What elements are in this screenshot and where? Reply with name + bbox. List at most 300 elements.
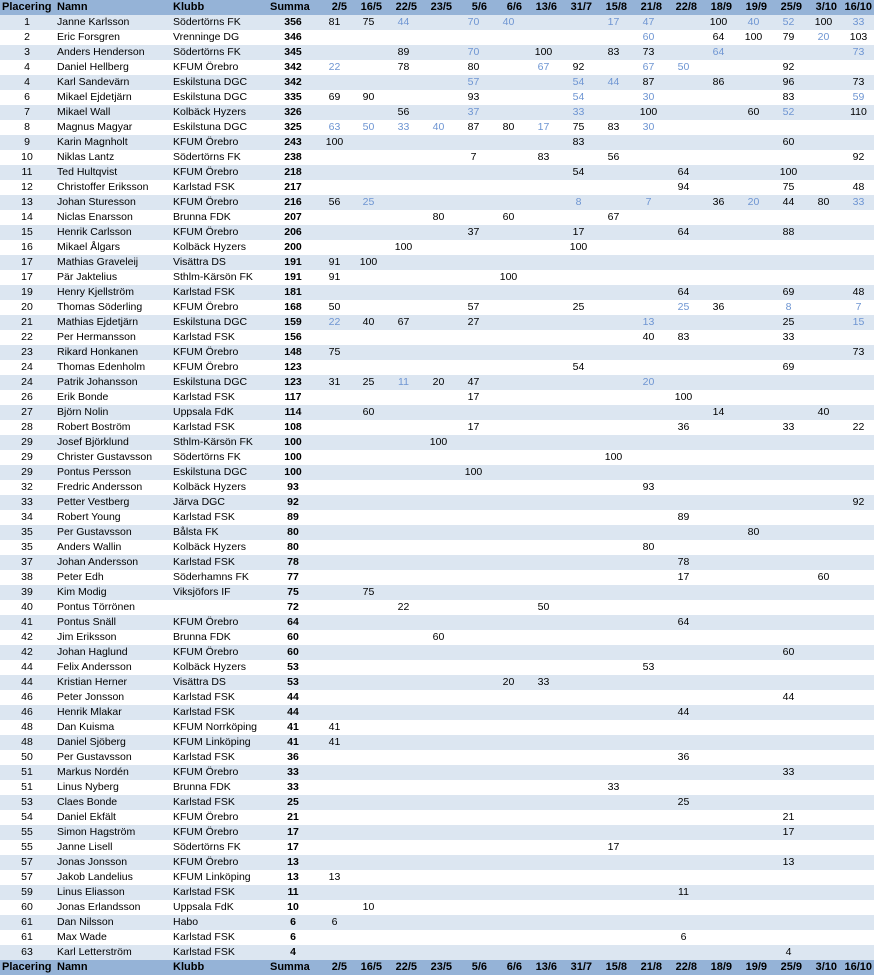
round-score-cell <box>456 570 491 585</box>
table-row[interactable] <box>0 705 874 720</box>
round-score-cell <box>701 675 736 690</box>
round-score-cell <box>701 885 736 900</box>
round-score-cell <box>351 945 386 960</box>
header-klubb[interactable]: Klubb <box>170 0 268 15</box>
round-score-cell <box>736 225 771 240</box>
table-row[interactable] <box>0 165 874 180</box>
placement-cell: 19 <box>0 285 54 300</box>
round-score-cell <box>666 495 701 510</box>
round-score-cell <box>421 825 456 840</box>
round-score-cell <box>701 915 736 930</box>
club-cell: KFUM Örebro <box>170 60 268 75</box>
round-score-cell <box>771 795 806 810</box>
round-score-cell <box>491 930 526 945</box>
header-date[interactable]: 21/8 <box>631 0 666 15</box>
round-score-cell <box>736 120 771 135</box>
header-summa[interactable]: Summa <box>268 0 318 15</box>
round-score-cell <box>771 150 806 165</box>
total-score-cell: 41 <box>268 735 318 750</box>
table-row[interactable] <box>0 285 874 300</box>
table-row[interactable] <box>0 180 874 195</box>
table-row[interactable] <box>0 270 874 285</box>
table-row[interactable] <box>0 780 874 795</box>
total-score-cell: 191 <box>268 255 318 270</box>
table-row[interactable] <box>0 240 874 255</box>
player-name-cell: Pontus Törrönen <box>54 600 170 615</box>
table-row[interactable] <box>0 435 874 450</box>
round-score-cell <box>491 45 526 60</box>
round-score-cell <box>526 75 561 90</box>
table-row[interactable] <box>0 585 874 600</box>
round-score-cell <box>561 390 596 405</box>
round-score-cell <box>596 705 631 720</box>
round-score-cell <box>386 225 421 240</box>
round-score-cell <box>841 810 874 825</box>
club-cell: Järva DGC <box>170 495 268 510</box>
round-score-cell <box>456 825 491 840</box>
table-row[interactable] <box>0 60 874 75</box>
round-score-cell <box>631 690 666 705</box>
round-score-cell: 33 <box>526 675 561 690</box>
table-row[interactable] <box>0 810 874 825</box>
round-score-cell: 17 <box>526 120 561 135</box>
header-date[interactable]: 5/6 <box>456 0 491 15</box>
round-score-cell <box>421 60 456 75</box>
round-score-cell: 54 <box>561 75 596 90</box>
header-date[interactable]: 25/9 <box>771 0 806 15</box>
round-score-cell <box>526 795 561 810</box>
round-score-cell <box>491 285 526 300</box>
club-cell: Kolbäck Hyzers <box>170 540 268 555</box>
round-score-cell <box>561 450 596 465</box>
round-score-cell <box>736 795 771 810</box>
table-row[interactable] <box>0 330 874 345</box>
table-row[interactable] <box>0 930 874 945</box>
header-namn[interactable]: Namn <box>54 0 170 15</box>
round-score-cell: 75 <box>351 585 386 600</box>
round-score-cell: 33 <box>841 195 874 210</box>
table-row[interactable] <box>0 420 874 435</box>
round-score-cell: 80 <box>491 120 526 135</box>
round-score-cell <box>421 405 456 420</box>
table-row[interactable] <box>0 765 874 780</box>
table-row[interactable] <box>0 150 874 165</box>
round-score-cell <box>666 855 701 870</box>
round-score-cell: 60 <box>631 30 666 45</box>
player-name-cell: Linus Eliasson <box>54 885 170 900</box>
header-date[interactable]: 22/5 <box>386 0 421 15</box>
round-score-cell <box>421 900 456 915</box>
round-score-cell <box>701 255 736 270</box>
club-cell: KFUM Örebro <box>170 165 268 180</box>
round-score-cell: 20 <box>491 675 526 690</box>
round-score-cell <box>421 360 456 375</box>
table-row[interactable] <box>0 135 874 150</box>
round-score-cell <box>456 360 491 375</box>
total-score-cell: 17 <box>268 825 318 840</box>
table-row[interactable] <box>0 570 874 585</box>
player-name-cell: Kristian Herner <box>54 675 170 690</box>
round-score-cell <box>771 525 806 540</box>
round-score-cell <box>526 330 561 345</box>
round-score-cell <box>318 780 351 795</box>
round-score-cell <box>491 630 526 645</box>
round-score-cell <box>736 300 771 315</box>
round-score-cell <box>351 165 386 180</box>
round-score-cell <box>771 450 806 465</box>
club-cell: Vrenninge DG <box>170 30 268 45</box>
placement-cell: 1 <box>0 15 54 30</box>
round-score-cell <box>806 585 841 600</box>
total-score-cell: 100 <box>268 435 318 450</box>
round-score-cell <box>491 900 526 915</box>
round-score-cell <box>771 540 806 555</box>
round-score-cell <box>806 750 841 765</box>
round-score-cell <box>596 300 631 315</box>
round-score-cell <box>596 870 631 885</box>
round-score-cell <box>771 270 806 285</box>
table-row[interactable] <box>0 795 874 810</box>
round-score-cell <box>421 315 456 330</box>
round-score-cell <box>421 915 456 930</box>
round-score-cell: 80 <box>421 210 456 225</box>
round-score-cell: 50 <box>526 600 561 615</box>
round-score-cell <box>351 555 386 570</box>
player-name-cell: Mikael Ålgars <box>54 240 170 255</box>
round-score-cell: 44 <box>596 75 631 90</box>
table-row[interactable] <box>0 210 874 225</box>
round-score-cell: 78 <box>666 555 701 570</box>
placement-cell: 54 <box>0 810 54 825</box>
round-score-cell: 11 <box>386 375 421 390</box>
round-score-cell: 57 <box>456 300 491 315</box>
club-cell: KFUM Örebro <box>170 225 268 240</box>
table-row[interactable] <box>0 945 874 960</box>
table-row[interactable] <box>0 915 874 930</box>
round-score-cell <box>491 195 526 210</box>
round-score-cell <box>386 450 421 465</box>
round-score-cell <box>318 360 351 375</box>
table-row[interactable] <box>0 735 874 750</box>
table-row[interactable] <box>0 360 874 375</box>
header-date[interactable]: 13/6 <box>526 0 561 15</box>
table-row[interactable] <box>0 675 874 690</box>
club-cell: KFUM Örebro <box>170 825 268 840</box>
round-score-cell <box>526 750 561 765</box>
club-cell: Brunna FDK <box>170 630 268 645</box>
round-score-cell: 40 <box>351 315 386 330</box>
round-score-cell <box>736 555 771 570</box>
round-score-cell: 33 <box>561 105 596 120</box>
round-score-cell <box>701 810 736 825</box>
table-row[interactable] <box>0 720 874 735</box>
round-score-cell <box>318 285 351 300</box>
table-row[interactable] <box>0 345 874 360</box>
header-date[interactable]: 31/7 <box>561 0 596 15</box>
round-score-cell <box>771 915 806 930</box>
round-score-cell <box>806 435 841 450</box>
round-score-cell <box>421 15 456 30</box>
round-score-cell <box>806 630 841 645</box>
round-score-cell <box>318 945 351 960</box>
table-row[interactable] <box>0 450 874 465</box>
table-row[interactable] <box>0 75 874 90</box>
table-row[interactable] <box>0 630 874 645</box>
table-row[interactable] <box>0 390 874 405</box>
round-score-cell <box>596 555 631 570</box>
round-score-cell <box>491 525 526 540</box>
round-score-cell <box>561 330 596 345</box>
table-row[interactable] <box>0 315 874 330</box>
round-score-cell <box>561 645 596 660</box>
header-date[interactable]: 22/8 <box>666 0 701 15</box>
footer-date: 19/9 <box>736 960 771 975</box>
round-score-cell <box>351 540 386 555</box>
round-score-cell <box>631 225 666 240</box>
header-date[interactable]: 16/5 <box>351 0 386 15</box>
placement-cell: 28 <box>0 420 54 435</box>
table-row[interactable] <box>0 255 874 270</box>
club-cell: Uppsala FdK <box>170 405 268 420</box>
total-score-cell: 206 <box>268 225 318 240</box>
round-score-cell: 41 <box>318 735 351 750</box>
round-score-cell <box>666 870 701 885</box>
table-row[interactable] <box>0 30 874 45</box>
table-row[interactable] <box>0 525 874 540</box>
round-score-cell <box>701 180 736 195</box>
header-date[interactable]: 15/8 <box>596 0 631 15</box>
player-name-cell: Dan Kuisma <box>54 720 170 735</box>
round-score-cell <box>318 585 351 600</box>
header-date[interactable]: 2/5 <box>318 0 351 15</box>
player-name-cell: Pontus Persson <box>54 465 170 480</box>
round-score-cell <box>386 300 421 315</box>
round-score-cell: 93 <box>456 90 491 105</box>
round-score-cell <box>631 900 666 915</box>
round-score-cell: 40 <box>806 405 841 420</box>
total-score-cell: 25 <box>268 795 318 810</box>
table-row[interactable] <box>0 90 874 105</box>
club-cell: Karlstad FSK <box>170 180 268 195</box>
table-row[interactable] <box>0 690 874 705</box>
round-score-cell <box>421 240 456 255</box>
club-cell: KFUM Örebro <box>170 195 268 210</box>
round-score-cell <box>386 30 421 45</box>
table-row[interactable] <box>0 510 874 525</box>
player-name-cell: Christer Gustavsson <box>54 450 170 465</box>
round-score-cell: 83 <box>596 45 631 60</box>
round-score-cell: 100 <box>318 135 351 150</box>
placement-cell: 44 <box>0 675 54 690</box>
table-row[interactable] <box>0 900 874 915</box>
round-score-cell <box>386 150 421 165</box>
round-score-cell: 67 <box>526 60 561 75</box>
round-score-cell <box>561 495 596 510</box>
club-cell: Eskilstuna DGC <box>170 375 268 390</box>
round-score-cell <box>736 690 771 705</box>
header-date[interactable]: 16/10 <box>841 0 874 15</box>
club-cell: Karlstad FSK <box>170 705 268 720</box>
round-score-cell <box>456 945 491 960</box>
round-score-cell <box>631 570 666 585</box>
round-score-cell <box>736 585 771 600</box>
round-score-cell <box>631 555 666 570</box>
round-score-cell <box>736 780 771 795</box>
table-row[interactable] <box>0 870 874 885</box>
round-score-cell <box>421 255 456 270</box>
club-cell: Södertörns FK <box>170 150 268 165</box>
round-score-cell <box>806 810 841 825</box>
round-score-cell <box>318 570 351 585</box>
round-score-cell <box>386 195 421 210</box>
round-score-cell <box>526 30 561 45</box>
round-score-cell: 13 <box>318 870 351 885</box>
round-score-cell <box>841 60 874 75</box>
round-score-cell <box>386 885 421 900</box>
player-name-cell: Per Hermansson <box>54 330 170 345</box>
round-score-cell <box>666 525 701 540</box>
round-score-cell <box>771 435 806 450</box>
round-score-cell: 40 <box>631 330 666 345</box>
round-score-cell <box>701 270 736 285</box>
round-score-cell <box>841 135 874 150</box>
round-score-cell <box>351 825 386 840</box>
round-score-cell <box>526 825 561 840</box>
table-row[interactable] <box>0 480 874 495</box>
table-row[interactable] <box>0 300 874 315</box>
round-score-cell <box>841 585 874 600</box>
table-row[interactable] <box>0 120 874 135</box>
table-row[interactable] <box>0 540 874 555</box>
table-row[interactable] <box>0 840 874 855</box>
round-score-cell <box>318 420 351 435</box>
table-row[interactable] <box>0 375 874 390</box>
round-score-cell <box>351 510 386 525</box>
round-score-cell <box>806 900 841 915</box>
placement-cell: 3 <box>0 45 54 60</box>
round-score-cell <box>491 450 526 465</box>
round-score-cell <box>736 405 771 420</box>
round-score-cell <box>806 480 841 495</box>
round-score-cell <box>841 795 874 810</box>
placement-cell: 37 <box>0 555 54 570</box>
round-score-cell <box>596 900 631 915</box>
round-score-cell <box>456 600 491 615</box>
placement-cell: 11 <box>0 165 54 180</box>
round-score-cell <box>666 480 701 495</box>
header-date[interactable]: 3/10 <box>806 0 841 15</box>
round-score-cell <box>596 510 631 525</box>
round-score-cell: 6 <box>318 915 351 930</box>
round-score-cell: 33 <box>771 765 806 780</box>
placement-cell: 13 <box>0 195 54 210</box>
header-date[interactable]: 18/9 <box>701 0 736 15</box>
round-score-cell: 59 <box>841 90 874 105</box>
table-row[interactable] <box>0 855 874 870</box>
player-name-cell: Björn Nolin <box>54 405 170 420</box>
total-score-cell: 123 <box>268 375 318 390</box>
round-score-cell <box>351 885 386 900</box>
round-score-cell <box>806 555 841 570</box>
table-row[interactable] <box>0 825 874 840</box>
round-score-cell <box>806 225 841 240</box>
round-score-cell <box>421 945 456 960</box>
round-score-cell <box>351 450 386 465</box>
round-score-cell <box>736 435 771 450</box>
round-score-cell <box>318 105 351 120</box>
table-row[interactable] <box>0 660 874 675</box>
table-row[interactable] <box>0 465 874 480</box>
placement-cell: 44 <box>0 660 54 675</box>
placement-cell: 14 <box>0 210 54 225</box>
table-row[interactable] <box>0 225 874 240</box>
club-cell: Visättra DS <box>170 675 268 690</box>
round-score-cell <box>806 495 841 510</box>
header-date[interactable]: 6/6 <box>491 0 526 15</box>
round-score-cell <box>386 720 421 735</box>
round-score-cell <box>771 780 806 795</box>
table-row[interactable] <box>0 615 874 630</box>
round-score-cell <box>736 825 771 840</box>
round-score-cell <box>318 150 351 165</box>
round-score-cell: 25 <box>351 375 386 390</box>
table-row[interactable] <box>0 600 874 615</box>
round-score-cell <box>841 765 874 780</box>
round-score-cell <box>386 165 421 180</box>
round-score-cell <box>491 30 526 45</box>
round-score-cell <box>596 270 631 285</box>
round-score-cell <box>421 855 456 870</box>
round-score-cell: 96 <box>771 75 806 90</box>
table-row[interactable] <box>0 45 874 60</box>
round-score-cell <box>386 585 421 600</box>
round-score-cell <box>491 690 526 705</box>
header-date[interactable]: 19/9 <box>736 0 771 15</box>
round-score-cell <box>318 480 351 495</box>
table-row[interactable] <box>0 15 874 30</box>
round-score-cell: 25 <box>771 315 806 330</box>
table-row[interactable] <box>0 105 874 120</box>
club-cell: KFUM Örebro <box>170 855 268 870</box>
round-score-cell <box>491 735 526 750</box>
round-score-cell <box>456 540 491 555</box>
table-row[interactable] <box>0 645 874 660</box>
player-name-cell: Fredric Andersson <box>54 480 170 495</box>
header-placering[interactable]: Placering <box>0 0 54 15</box>
total-score-cell: 92 <box>268 495 318 510</box>
table-row[interactable] <box>0 555 874 570</box>
round-score-cell <box>806 135 841 150</box>
table-row[interactable] <box>0 495 874 510</box>
round-score-cell <box>456 795 491 810</box>
header-date[interactable]: 23/5 <box>421 0 456 15</box>
table-row[interactable] <box>0 885 874 900</box>
round-score-cell <box>421 345 456 360</box>
round-score-cell <box>526 780 561 795</box>
table-row[interactable] <box>0 750 874 765</box>
table-row[interactable] <box>0 405 874 420</box>
round-score-cell <box>736 615 771 630</box>
round-score-cell <box>841 540 874 555</box>
round-score-cell <box>526 495 561 510</box>
round-score-cell: 75 <box>351 15 386 30</box>
club-cell: Kolbäck Hyzers <box>170 240 268 255</box>
table-row[interactable] <box>0 195 874 210</box>
placement-cell: 57 <box>0 855 54 870</box>
total-score-cell: 44 <box>268 690 318 705</box>
round-score-cell <box>351 780 386 795</box>
total-score-cell: 36 <box>268 750 318 765</box>
